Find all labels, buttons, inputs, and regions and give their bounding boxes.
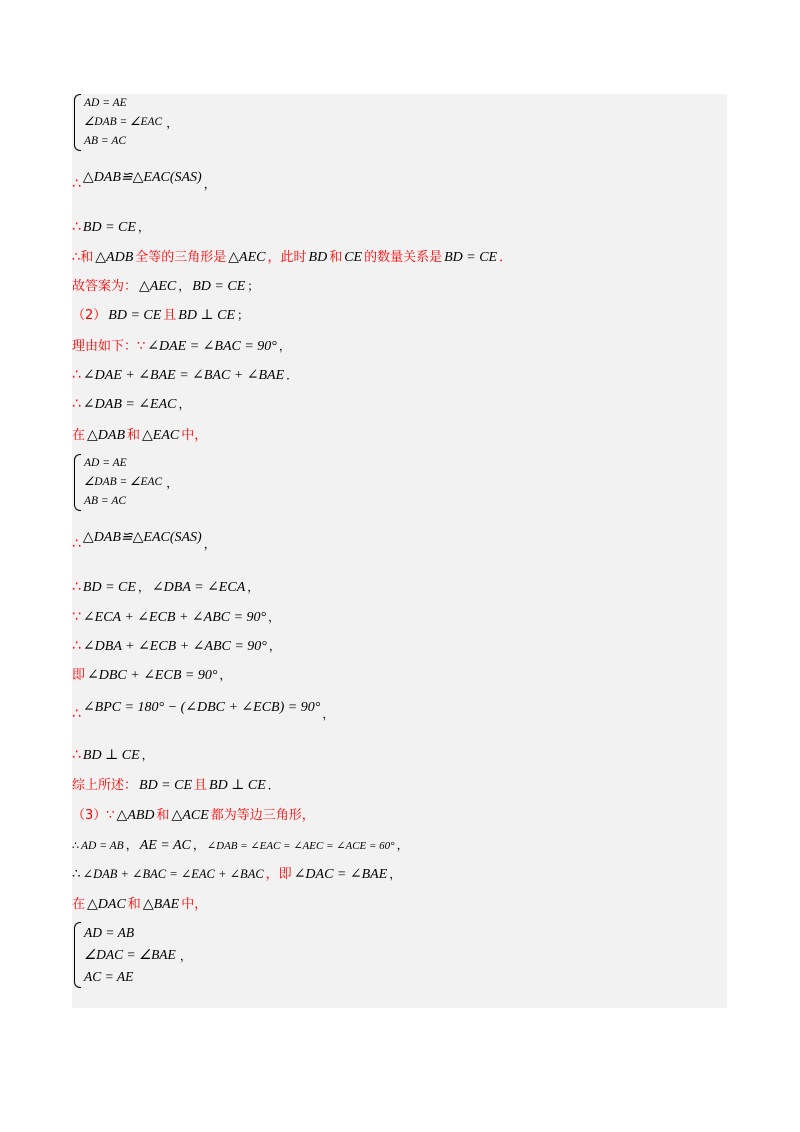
text: 在 [72, 428, 86, 443]
text: 中， [181, 428, 208, 443]
punctuation: ， [137, 580, 150, 594]
therefore-symbol: ∴ [72, 638, 81, 654]
text: ∴和 [72, 250, 94, 265]
condition: AC = AE [84, 969, 134, 984]
congruence-conditions-3 [74, 922, 192, 988]
condition: ∠DAB = ∠EAC [84, 116, 163, 128]
step-in-triangles-3 [72, 895, 207, 913]
punctuation: ， [389, 867, 402, 881]
math: △ACE [171, 808, 209, 823]
punctuation: ， [178, 279, 191, 293]
punctuation: ； [237, 308, 250, 322]
step-perpendicular [72, 746, 154, 764]
math: △AEC [228, 250, 266, 265]
punctuation: ， [203, 537, 216, 551]
step-equilateral-props [72, 836, 409, 854]
punctuation: ， [125, 838, 138, 852]
step-corresponding [72, 578, 259, 596]
math: BD = CE [108, 308, 162, 323]
text: 理由如下：∵ [72, 339, 146, 354]
text: ，即 [265, 867, 292, 882]
text: 即 [72, 668, 86, 683]
math: BD [308, 250, 328, 265]
step-angle-addition [72, 865, 401, 883]
math: ∠DAB + ∠BAC = ∠EAC + ∠BAC [82, 867, 264, 881]
part-2-heading [72, 306, 249, 324]
text: 且 [163, 308, 177, 323]
therefore-symbol: ∴ [72, 839, 79, 852]
punctuation: ， [137, 220, 150, 234]
math: ∠DAE = ∠BAC = 90° [147, 339, 277, 354]
punctuation: ， [247, 580, 260, 594]
math: ∠DAB = ∠EAC [82, 397, 177, 412]
punctuation: ， [141, 748, 154, 762]
step-bd-ce [72, 218, 150, 236]
math: BD = CE [139, 778, 193, 793]
math: BD = CE [192, 279, 246, 294]
therefore-symbol: ∴ [72, 396, 81, 412]
punctuation: ， [178, 397, 191, 411]
math: ∠DAB = ∠EAC = ∠AEC = ∠ACE = 60° [206, 840, 395, 852]
math: BD ⊥ CE [82, 748, 140, 763]
condition: AB = AC [84, 495, 127, 507]
text: （3）∵ [72, 808, 115, 823]
math: △DAC [87, 897, 126, 912]
text: 全等的三角形是 [135, 250, 227, 265]
condition: AB = AC [84, 135, 127, 147]
text: 和 [127, 897, 141, 912]
text: 且 [194, 778, 208, 793]
text: （2） [72, 308, 107, 323]
math: BD ⊥ CE [178, 308, 236, 323]
step-because [72, 608, 280, 626]
therefore-symbol: ∴ [72, 747, 81, 763]
text: 和 [156, 808, 170, 823]
punctuation: ， [179, 948, 192, 963]
math: ∠DBA = ∠ECA [151, 580, 246, 595]
therefore-symbol: ∴ [72, 706, 81, 722]
condition: AD = AE [84, 457, 127, 469]
math: △AEC [139, 279, 177, 294]
solution-sheet [72, 94, 727, 1008]
step-summary [72, 776, 280, 794]
math: ∠DBC + ∠ECB = 90° [87, 668, 218, 683]
math: BD = CE [82, 580, 136, 595]
step-substitute [72, 637, 281, 655]
text: ，此时 [267, 250, 307, 265]
step-namely [72, 666, 231, 684]
math: ∠DAC = ∠BAE [293, 867, 388, 882]
brace-symbol [74, 454, 81, 511]
therefore-symbol: ∴ [72, 219, 81, 235]
text: 故答案为： [72, 279, 138, 294]
punctuation: ； [247, 279, 260, 293]
therefore-symbol: ∴ [72, 866, 81, 882]
condition: ∠DAB = ∠EAC [84, 476, 163, 488]
math: BD = CE [444, 250, 498, 265]
text: 和 [329, 250, 343, 265]
math: CE [344, 250, 363, 265]
math: AE = AC [139, 838, 191, 853]
step-bpc [72, 698, 335, 722]
therefore-symbol: ∴ [72, 536, 81, 552]
math: △BAE [142, 897, 180, 912]
congruence-conditions-1 [74, 94, 178, 151]
text: 的数量关系是 [364, 250, 443, 265]
step-answer-1 [72, 248, 512, 266]
step-congruence-1 [72, 168, 216, 192]
punctuation: ， [219, 668, 232, 682]
brace-symbol [74, 94, 81, 151]
step-congruence-2 [72, 528, 216, 552]
math: BD = CE [82, 220, 136, 235]
therefore-symbol: ∴ [72, 176, 81, 192]
punctuation: ， [322, 707, 335, 721]
math: △EAC [142, 428, 180, 443]
math: △DAB≌△EAC(SAS) [82, 170, 202, 185]
text: 中， [181, 897, 208, 912]
punctuation: ， [192, 838, 205, 852]
math: ∠ECA + ∠ECB + ∠ABC = 90° [82, 610, 267, 625]
punctuation: ， [396, 838, 409, 852]
math: ∠DBA + ∠ECB + ∠ABC = 90° [82, 639, 267, 654]
step-reason [72, 337, 291, 355]
step-in-triangles [72, 426, 207, 444]
punctuation: ． [286, 368, 299, 382]
punctuation: ， [166, 476, 179, 490]
text: 在 [72, 897, 86, 912]
math: △ADB [95, 250, 134, 265]
punctuation: ， [203, 177, 216, 191]
punctuation: ， [278, 339, 291, 353]
text: ． [499, 250, 513, 265]
part-3-heading [72, 806, 315, 824]
math: ∠BPC = 180° − (∠DBC + ∠ECB) = 90° [82, 700, 321, 715]
because-symbol: ∵ [72, 609, 81, 625]
condition: AD = AE [84, 97, 127, 109]
punctuation: ， [268, 610, 281, 624]
math: AD = AB [81, 840, 124, 852]
text: 和 [127, 428, 141, 443]
text: 都为等边三角形， [210, 808, 315, 823]
punctuation: ， [166, 116, 179, 130]
punctuation: ， [268, 639, 281, 653]
therefore-symbol: ∴ [72, 367, 81, 383]
math: △ABD [116, 808, 155, 823]
condition: ∠DAC = ∠BAE [84, 947, 176, 962]
step-angle-equal [72, 395, 191, 413]
math: △DAB [87, 428, 125, 443]
punctuation: ． [267, 778, 280, 792]
math: △DAB≌△EAC(SAS) [82, 530, 202, 545]
step-answer-summary [72, 277, 259, 295]
math: ∠DAE + ∠BAE = ∠BAC + ∠BAE [82, 368, 285, 383]
step-angle-sum [72, 366, 298, 384]
congruence-conditions-2 [74, 454, 178, 511]
text: 综上所述： [72, 778, 138, 793]
math: BD ⊥ CE [209, 778, 266, 793]
brace-symbol [74, 922, 81, 988]
condition: AD = AB [84, 925, 135, 940]
therefore-symbol: ∴ [72, 579, 81, 595]
